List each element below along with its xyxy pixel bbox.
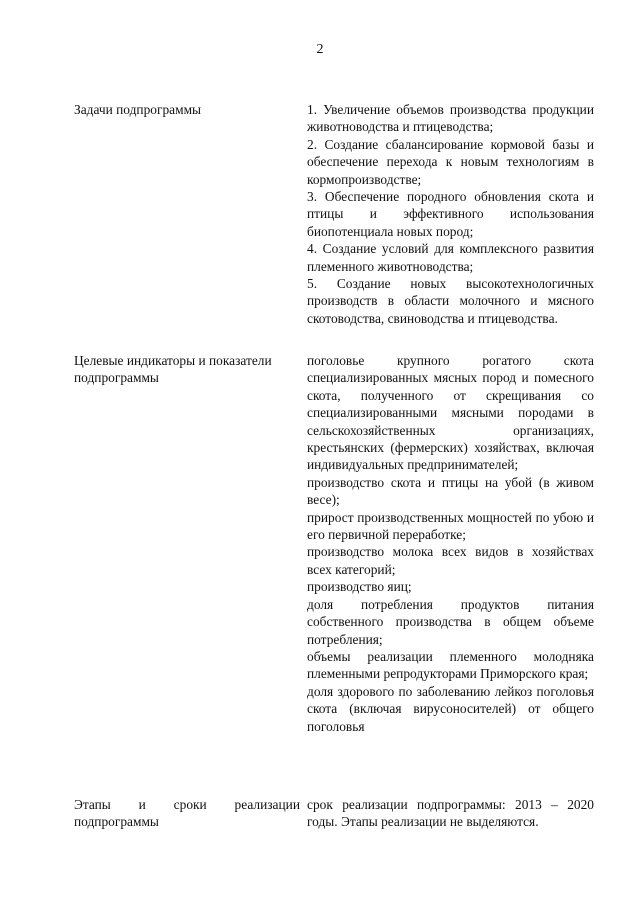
indicator-item: доля потребления продуктов питания собственного производства в общем объеме потребления;	[307, 596, 594, 647]
section-content-indicators	[307, 352, 594, 735]
page-number: 2	[316, 42, 324, 57]
indicator-item: производство молока всех видов в хозяйствах всех категорий;	[307, 544, 594, 577]
section-label-stages: Этапы и сроки реализации подпрограммы	[74, 797, 300, 830]
indicator-item: прирост производственных мощностей по убою и его первичной переработке;	[307, 509, 594, 543]
indicator-item: доля здорового по заболеванию лейкоз поголовья скота (включая вирусоносителей) от общего поголовья	[307, 683, 594, 734]
section-label-indicators: Целевые индикаторы и показатели подпрограммы	[74, 353, 272, 386]
task-item: 5. Создание новых высокотехнологичных производств в области молочного и мясного скотоводства, свиноводства и птицеводства.	[307, 276, 594, 326]
section-content-tasks	[307, 101, 594, 327]
indicator-item: поголовье крупного рогатого скота специализированных мясных пород и помесного скота, полученного от скрещивания со специализированными мясными породами в сельскохозяйственных организациях, крестьянских (фермерских) хозяйствах, включая индивидуальных предпринимателей;	[307, 353, 594, 473]
indicator-item: объемы реализации племенного молодняка племенными репродукторами Приморского края;	[307, 648, 594, 682]
stage-item: срок реализации подпрограммы: 2013 – 2020 годы. Этапы реализации не выделяются.	[307, 797, 594, 830]
task-item: 4. Создание условий для комплексного развития племенного животноводства;	[307, 241, 594, 274]
task-item: 1. Увеличение объемов производства продукции животноводства и птицеводства;	[307, 102, 594, 135]
indicator-item: производство скота и птицы на убой (в живом весе);	[307, 474, 594, 508]
section-label-tasks: Задачи подпрограммы	[74, 102, 202, 117]
section-content-stages	[307, 796, 594, 831]
indicator-item: производство яиц;	[307, 579, 412, 595]
task-item: 2. Создание сбалансирование кормовой базы и обеспечение перехода к новым технологиям в кормопроизводстве;	[307, 136, 594, 187]
task-item: 3. Обеспечение породного обновления скота и птицы и эффективного использования биопотенциала новых пород;	[307, 189, 594, 239]
